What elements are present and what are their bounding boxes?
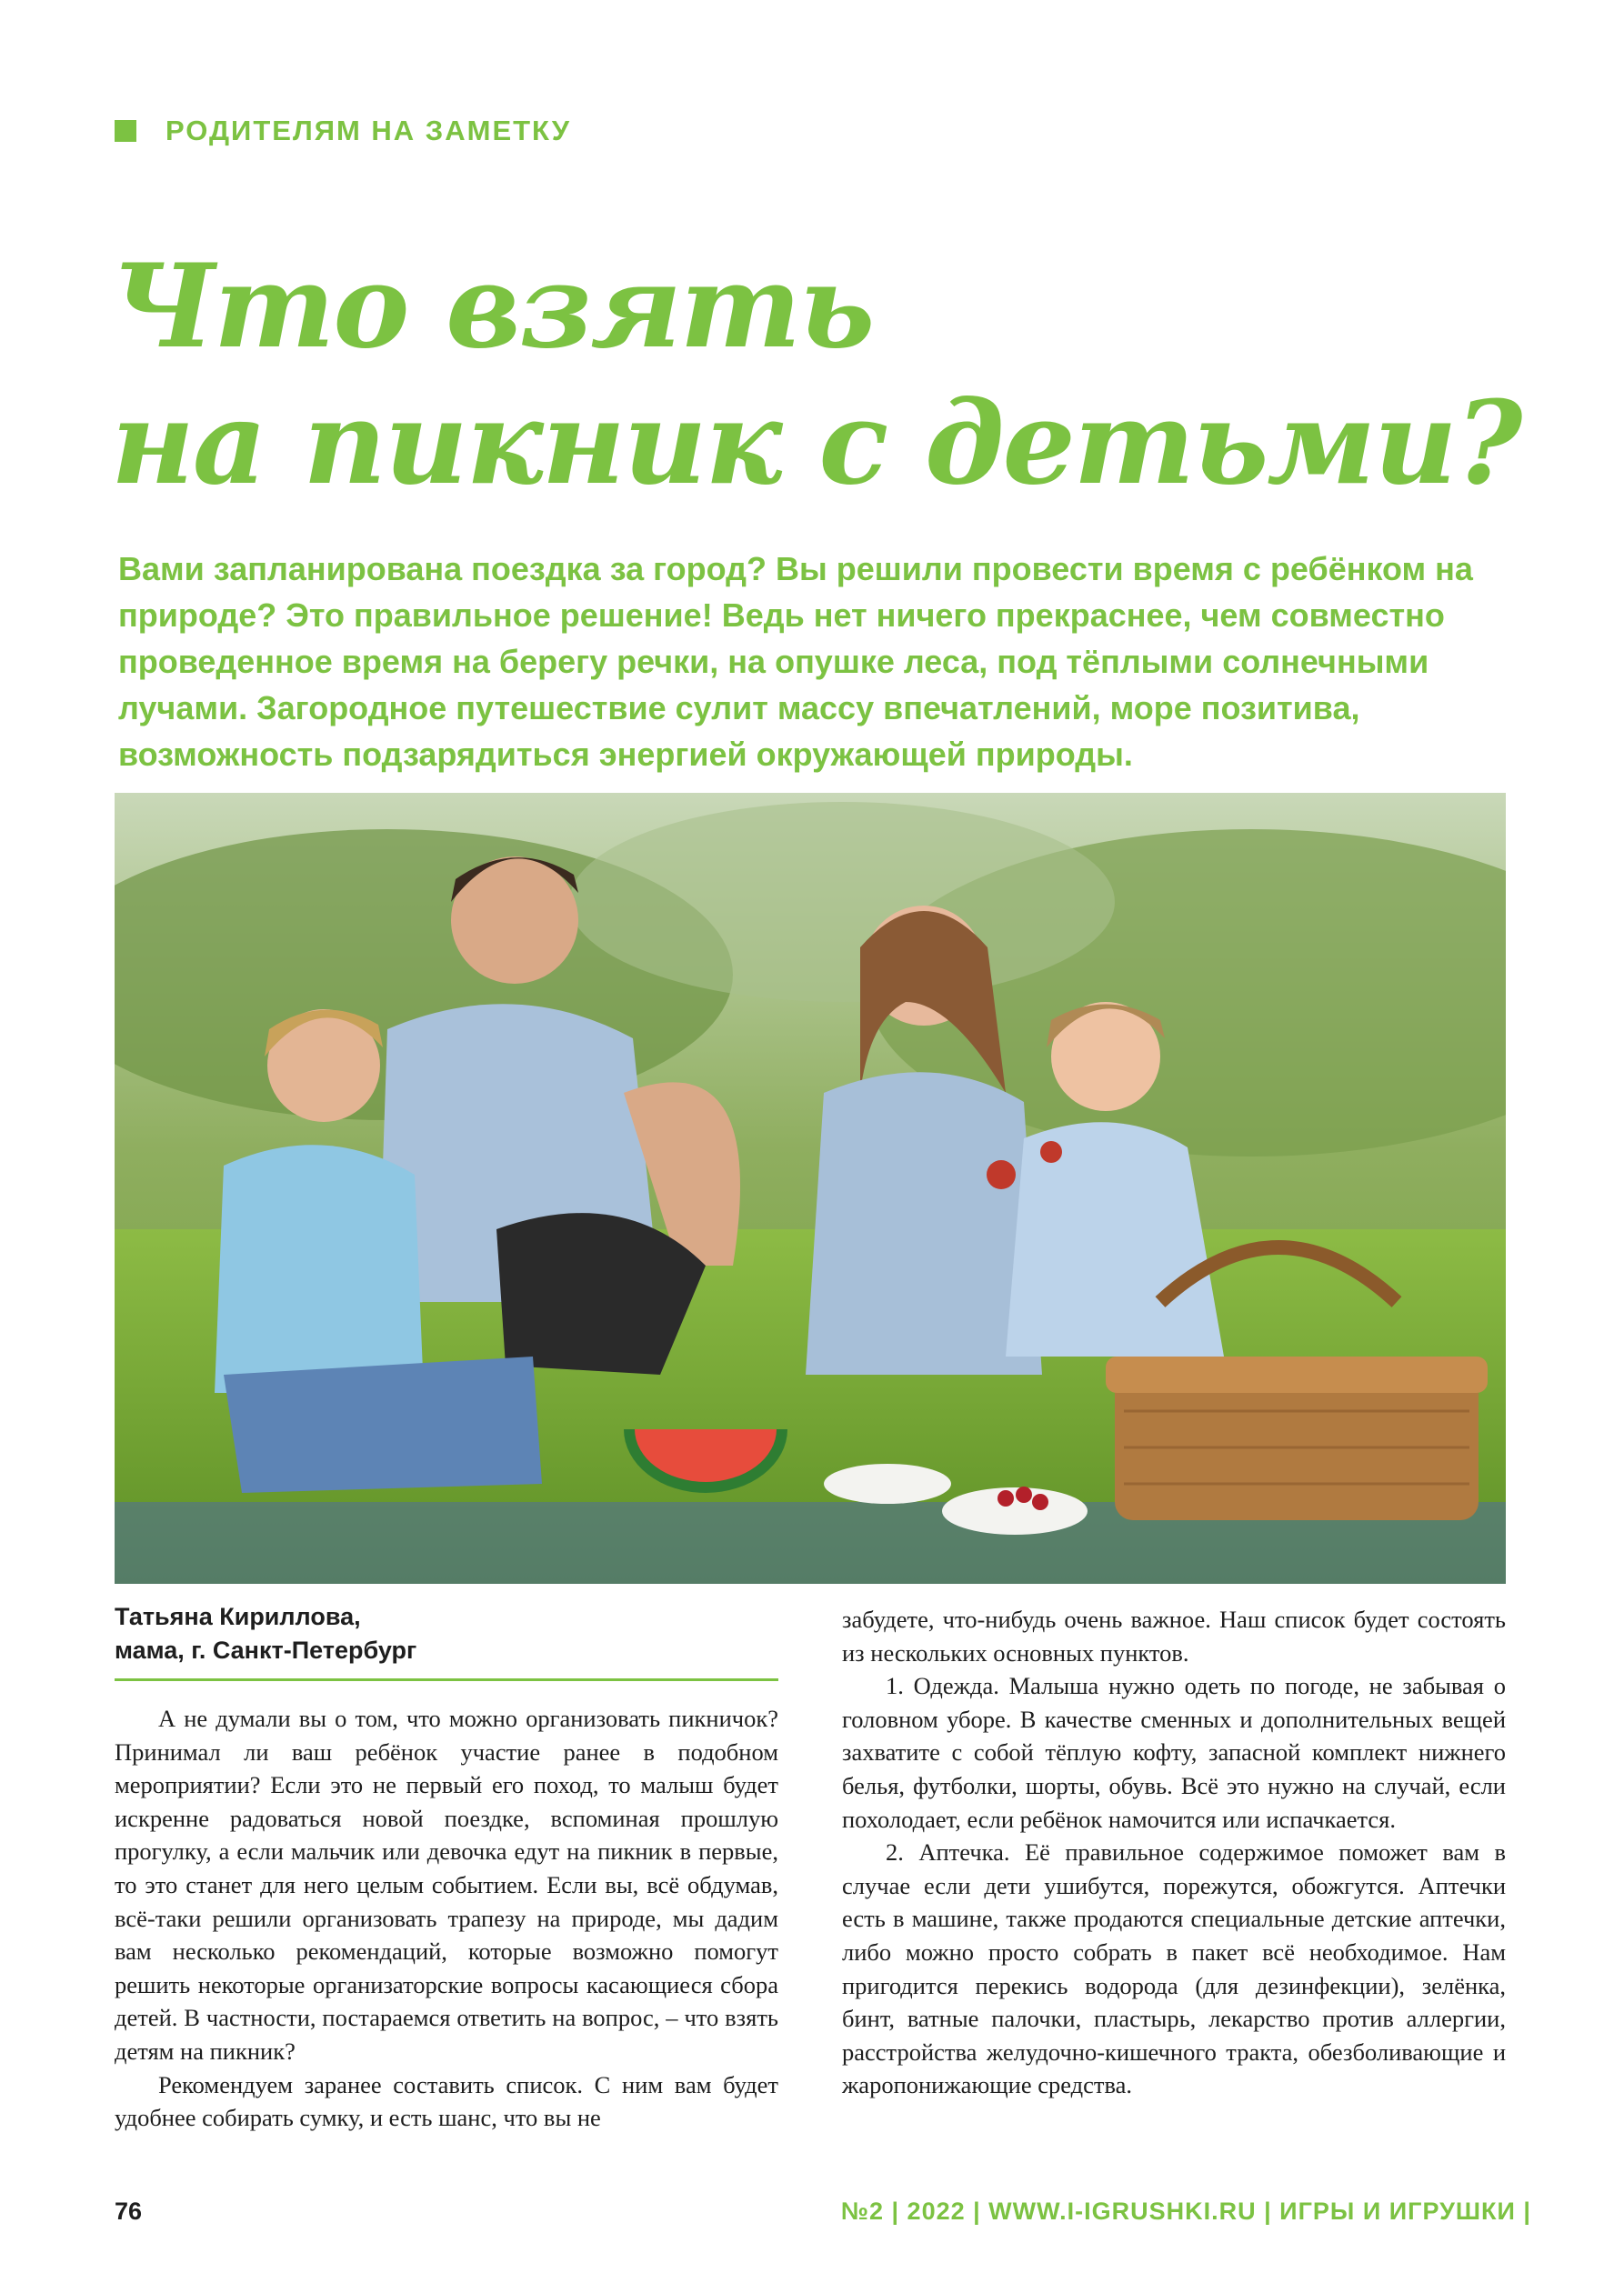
paragraph: 2. Аптечка. Её правильное содержимое поможет вам в случае если дети ушибутся, порежутся, обожгутся. Аптечки есть в машине, также продаются специальные детские аптечки, либо можно просто собрать в пакет всё необходимое. Нам пригодится перекись водорода (для дезинфекции), зелёнка, бинт, ватные палочки, пластырь, лекарство против аллергии, расстройства желудочно-кишечного тракта, обезболивающие и жаропонижающие средства. bbox=[842, 1838, 1506, 2099]
author-block bbox=[115, 1600, 778, 1667]
title-line-2: на пикник с детьми? bbox=[111, 375, 1521, 510]
picnic-photo-illustration bbox=[115, 793, 1506, 1584]
article-column-right bbox=[842, 1603, 1506, 2102]
paragraph: Рекомендуем заранее составить список. С ним вам будет удобнее собирать сумку, и есть шанс, что вы не bbox=[115, 2070, 778, 2132]
title-line-1: Что взять bbox=[111, 239, 874, 374]
paragraph: забудете, что-нибудь очень важное. Наш список будет состоять из нескольких основных пунктов. bbox=[842, 1606, 1506, 1667]
paragraph: А не думали вы о том, что можно организовать пикничок? Принимал ли ваш ребёнок участие ранее в подобном мероприятии? Если это не первый его поход, то малыш будет искренне радоваться новой поездке, вспоминая прошлую прогулку, а если мальчик или девочка едут на пикник в первые, то это станет для него целым событием. Если вы, всё обдумав, всё-таки решили организовать трапезу на природе, мы дадим вам несколько рекомендаций, которые возможно помогут решить некоторые организаторские вопросы касающиеся сбора детей. В частности, постараемся ответить на вопрос, – что взять детям на пикник? bbox=[115, 1705, 778, 2065]
article-lead: Вами запланирована поездка за город? Вы решили провести время с ребёнком на природе? Это правильное решение! Ведь нет ничего прекраснее, чем совместно проведенное время на берегу речки, на опушке леса, под тёплыми солнечными лучами. Загородное путешествие сулит массу впечатлений, море позитива, возможность подзарядиться энергией окружающей природы. bbox=[118, 550, 1473, 773]
section-square-icon bbox=[115, 120, 136, 142]
page-number: 76 bbox=[115, 2198, 143, 2225]
picnic-photo bbox=[115, 793, 1506, 1584]
magazine-footer: №2 | 2022 | WWW.I-IGRUSHKI.RU | ИГРЫ И ИГРУШКИ | bbox=[840, 2198, 1531, 2225]
paragraph: 1. Одежда. Малыша нужно одеть по погоде, не забывая о головном уборе. В качестве сменных и дополнительных вещей захватите с собой тёплую кофту, запасной комплект нижнего белья, футболки, шорты, обувь. Всё это нужно на случай, если похолодает, если ребёнок намочится или испачкается. bbox=[842, 1672, 1506, 1833]
author-divider bbox=[115, 1678, 778, 1681]
section-label: РОДИТЕЛЯМ НА ЗАМЕТКУ bbox=[165, 115, 572, 146]
author-description: мама, г. Санкт-Петербург bbox=[115, 1637, 417, 1664]
section-header bbox=[115, 115, 571, 147]
article-title bbox=[111, 238, 1566, 511]
author-name: Татьяна Кириллова, bbox=[115, 1603, 361, 1630]
article-column-left bbox=[115, 1702, 778, 2135]
